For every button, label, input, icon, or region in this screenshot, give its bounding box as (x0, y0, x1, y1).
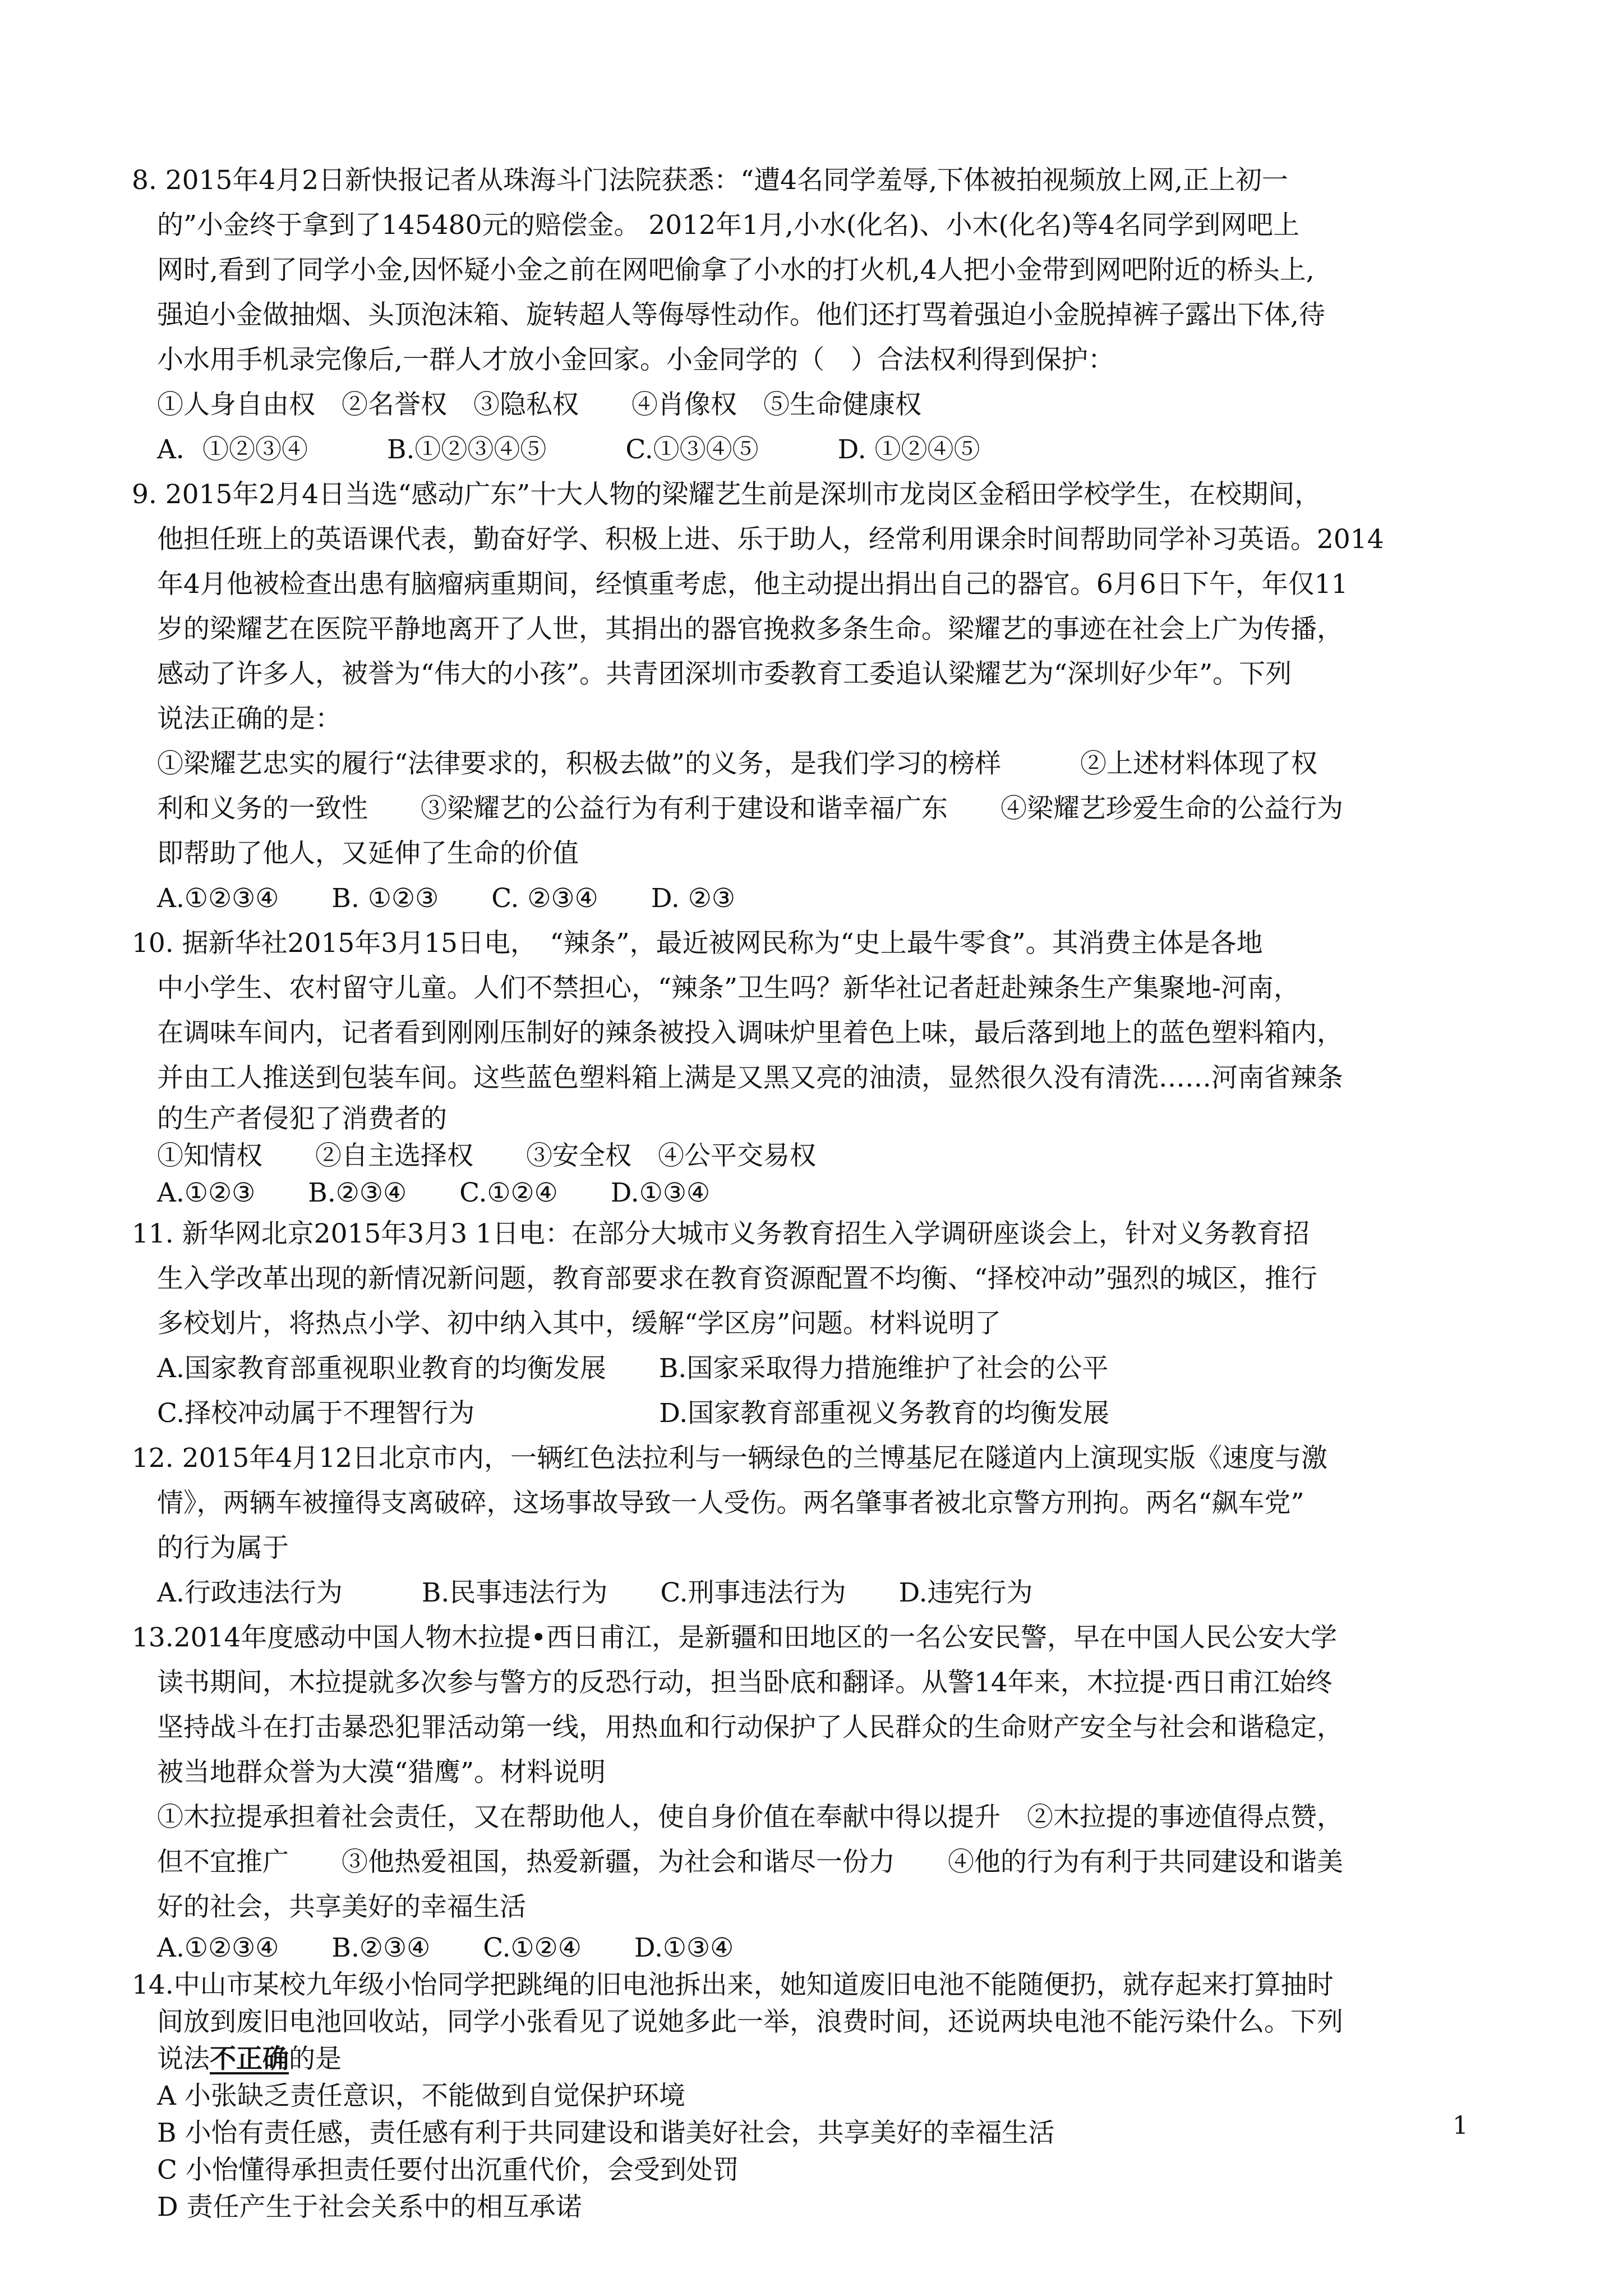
question-14-line-3 (157, 2041, 1475, 2078)
question-13-options: A.①②③④ B.②③④ C.①②④ D.①③④ (157, 1932, 734, 1963)
question-8-line-4: 强迫小金做抽烟、头顶泡沫箱、旋转超人等侮辱性动作。他们还打骂着强迫小金脱掉裤子露出下体,待 (157, 300, 1325, 330)
question-14 (132, 1967, 1475, 2226)
questions-content (132, 158, 1475, 2226)
question-14-stem-suffix: 的是 (289, 2044, 342, 2074)
question-13-line-2: 读书期间，木拉提就多次参与警方的反恐行动，担当卧底和翻译。从警14年来，木拉提·西日甫江始终 (157, 1667, 1332, 1698)
question-9-statements-3: 即帮助了他人，又延伸了生命的价值 (157, 838, 579, 869)
question-13-statements-1: ①木拉提承担着社会责任，又在帮助他人，使自身价值在奉献中得以提升 ②木拉提的事迹值得点赞， (157, 1802, 1343, 1833)
question-13-line-3: 坚持战斗在打击暴恐犯罪活动第一线，用热血和行动保护了人民群众的生命财产安全与社会和谐稳定， (157, 1712, 1343, 1743)
question-12-options: A.行政违法行为 B.民事违法行为 C.刑事违法行为 D.违宪行为 (157, 1577, 1033, 1608)
question-8-options: A．①②③④ B.①②③④⑤ C.①③④⑤ D. ①②④⑤ (157, 434, 980, 465)
question-9-line-2: 他担任班上的英语课代表，勤奋好学、积极上进、乐于助人，经常利用课余时间帮助同学补习英语。2014 (157, 524, 1384, 555)
question-9-line-4: 岁的梁耀艺在医院平静地离开了人世，其捐出的器官挽救多条生命。梁耀艺的事迹在社会上广为传播， (157, 614, 1343, 645)
question-10-line-2: 中小学生、农村留守儿童。人们不禁担心，“辣条”卫生吗？新华社记者赶赴辣条生产集聚地-河南， (157, 973, 1300, 1004)
question-11-line-3: 多校划片，将热点小学、初中纳入其中，缓解“学区房”问题。材料说明了 (157, 1308, 1002, 1339)
question-10-options: A.①②③ B.②③④ C.①②④ D.①③④ (157, 1177, 711, 1208)
question-9-statements-1: ①梁耀艺忠实的履行“法律要求的，积极去做”的义务，是我们学习的榜样 ②上述材料体现了权 (157, 748, 1318, 779)
question-12-line-3: 的行为属于 (157, 1533, 289, 1563)
question-13-line-1: 13.2014年度感动中国人物木拉提•西日甫江，是新疆和田地区的一名公安民警，早在中国人民公安大学 (132, 1622, 1338, 1653)
question-9-line-1: 9. 2015年2月4日当选“感动广东”十大人物的梁耀艺生前是深圳市龙岗区金稻田学校学生，在校期间， (132, 479, 1321, 510)
question-11 (132, 1212, 1475, 1436)
question-14-line-1: 14.中山市某校九年级小怡同学把跳绳的旧电池拆出来，她知道废旧电池不能随便扔，就存起来打算抽时 (132, 1970, 1334, 2000)
question-11-line-1: 11. 新华网北京2015年3月3 1日电：在部分大城市义务教育招生入学调研座谈会上，针对义务教育招 (132, 1218, 1310, 1249)
question-14-stem-prefix: 说法 (157, 2044, 210, 2074)
question-12 (132, 1436, 1475, 1616)
question-9 (132, 472, 1475, 921)
question-13-statements-3: 好的社会，共享美好的幸福生活 (157, 1892, 526, 1922)
question-8-line-5: 小水用手机录完像后,一群人才放小金回家。小金同学的（ ）合法权利得到保护： (157, 344, 1114, 375)
question-12-line-2: 情》，两辆车被撞得支离破碎，这场事故导致一人受伤。两名肇事者被北京警方刑拘。两名“飙车党” (157, 1488, 1304, 1519)
question-9-options: A.①②③④ B. ①②③ C. ②③④ D. ②③ (157, 883, 735, 914)
question-11-line-2: 生入学改革出现的新情况新问题，教育部要求在教育资源配置不均衡、“择校冲动”强烈的城区，推行 (157, 1263, 1318, 1294)
question-11-options-cd: C.择校冲动属于不理智行为 D.国家教育部重视义务教育的均衡发展 (157, 1398, 1110, 1429)
question-14-option-b: B 小怡有责任感，责任感有利于共同建设和谐美好社会，共享美好的幸福生活 (157, 2118, 1055, 2148)
question-10-line-3: 在调味车间内，记者看到刚刚压制好的辣条被投入调味炉里着色上味，最后落到地上的蓝色塑料箱内， (157, 1018, 1343, 1048)
question-13 (132, 1616, 1475, 1967)
question-9-line-3: 年4月他被检查出患有脑瘤病重期间，经慎重考虑，他主动提出捐出自己的器官。6月6日下午，年仅11 (157, 569, 1348, 600)
question-9-statements-2: 利和义务的一致性 ③梁耀艺的公益行为有利于建设和谐幸福广东 ④梁耀艺珍爱生命的公益行为 (157, 793, 1343, 824)
question-10-line-5: 的生产者侵犯了消费者的 (157, 1103, 447, 1134)
question-8-line-3: 网时,看到了同学小金,因怀疑小金之前在网吧偷拿了小水的打火机,4人把小金带到网吧附近的桥头上, (157, 255, 1315, 286)
question-10 (132, 921, 1475, 1212)
question-8-statements: ①人身自由权 ②名誉权 ③隐私权 ④肖像权 ⑤生命健康权 (157, 389, 921, 420)
question-14-option-c: C 小怡懂得承担责任要付出沉重代价，会受到处罚 (157, 2155, 739, 2185)
question-14-line-2: 间放到废旧电池回收站，同学小张看见了说她多此一举，浪费时间，还说两块电池不能污染什么。下列 (157, 2007, 1343, 2037)
question-11-options-ab: A.国家教育部重视职业教育的均衡发展 B.国家采取得力措施维护了社会的公平 (157, 1353, 1109, 1384)
question-10-line-4: 并由工人推送到包装车间。这些蓝色塑料箱上满是又黑又亮的油渍，显然很久没有清洗……河南省辣条 (157, 1062, 1343, 1093)
question-12-line-1: 12. 2015年4月12日北京市内，一辆红色法拉利与一辆绿色的兰博基尼在隧道内上演现实版《速度与激 (132, 1443, 1328, 1474)
question-10-statements: ①知情权 ②自主选择权 ③安全权 ④公平交易权 (157, 1140, 816, 1171)
question-8 (132, 158, 1475, 472)
question-8-line-2: 的”小金终于拿到了145480元的赔偿金。 2012年1月,小水(化名)、小木(化名)等4名同学到网吧上 (157, 210, 1300, 241)
question-10-line-1: 10. 据新华社2015年3月15日电， “辣条”，最近被网民称为“史上最牛零食”。其消费主体是各地 (132, 928, 1263, 959)
question-8-line-1: 8. 2015年4月2日新快报记者从珠海斗门法院获悉：“遭4名同学羞辱,下体被拍视频放上网,正上初一 (132, 165, 1289, 196)
question-9-line-6: 说法正确的是： (157, 703, 342, 734)
question-13-statements-2: 但不宜推广 ③他热爱祖国，热爱新疆，为社会和谐尽一份力 ④他的行为有利于共同建设和谐美 (157, 1847, 1343, 1878)
question-14-option-d: D 责任产生于社会关系中的相互承诺 (157, 2192, 582, 2223)
question-9-line-5: 感动了许多人，被誉为“伟大的小孩”。共青团深圳市委教育工委追认梁耀艺为“深圳好少年”。下列 (157, 659, 1292, 689)
page-number: 1 (1453, 2111, 1468, 2140)
question-13-line-4: 被当地群众誉为大漠“猎鹰”。材料说明 (157, 1757, 606, 1788)
question-14-option-a: A 小张缺乏责任意识，不能做到自觉保护环境 (157, 2081, 685, 2111)
question-14-emphasis-not-correct: 不正确 (210, 2044, 289, 2074)
